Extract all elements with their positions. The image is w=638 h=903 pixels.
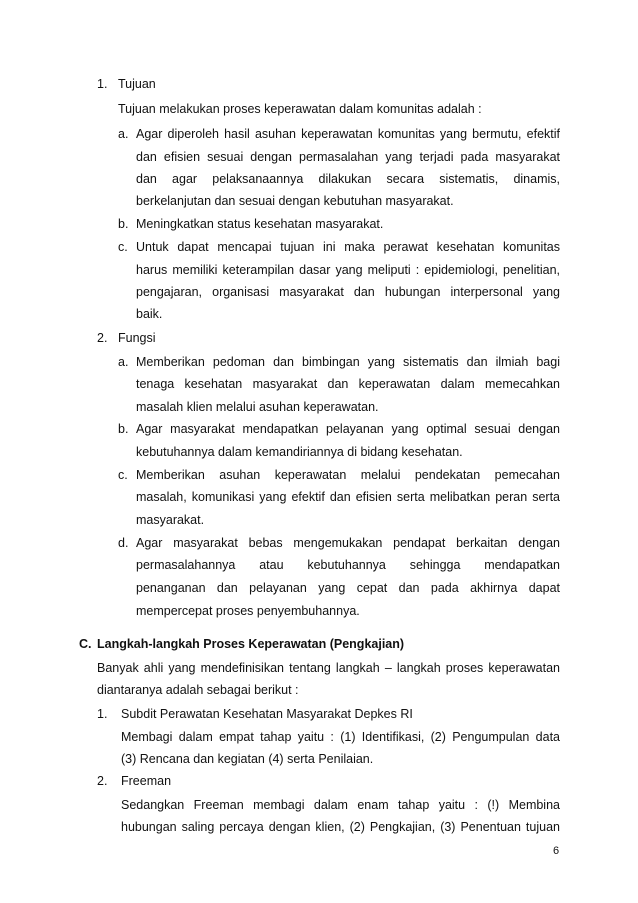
list-item-text: permasalahannya atau kebutuhannya sehingga mendapatkan — [136, 558, 560, 572]
page-number: 6 — [553, 845, 560, 857]
section-intro: Tujuan melakukan proses keperawatan dalam komunitas adalah : — [118, 102, 482, 116]
paragraph-text: Banyak ahli yang mendefinisikan tentang langkah – langkah proses keperawatan — [97, 661, 560, 675]
list-item-title: Subdit Perawatan Kesehatan Masyarakat Depkes RI — [121, 707, 413, 721]
list-item-label: a. — [118, 355, 129, 369]
paragraph-text: diantaranya adalah sebagai berikut : — [97, 683, 299, 697]
list-item-text: Untuk dapat mencapai tujuan ini maka perawat kesehatan komunitas — [136, 240, 560, 254]
section-number: 2. — [97, 331, 108, 345]
list-item-text: pengajaran, organisasi masyarakat dan hubungan interpersonal yang — [136, 285, 560, 299]
list-item-text: Agar masyarakat bebas mengemukakan pendapat berkaitan dengan — [136, 536, 560, 550]
list-item-text: berkelanjutan dan sesuai dengan kebutuhan masyarakat. — [136, 194, 454, 208]
list-item-text: Memberikan pedoman dan bimbingan yang sistematis dan ilmiah bagi — [136, 355, 560, 369]
list-item-text: harus memiliki keterampilan dasar yang meliputi : epidemiologi, penelitian, — [136, 263, 560, 277]
list-item-title: Freeman — [121, 774, 172, 788]
section-heading: Langkah-langkah Proses Keperawatan (Pengkajian) — [97, 637, 405, 651]
list-item-text: Meningkatkan status kesehatan masyarakat. — [136, 217, 384, 231]
list-item-text: tenaga kesehatan masyarakat dan keperawatan dalam memecahkan — [136, 377, 560, 391]
list-item-text: Memberikan asuhan keperawatan melalui pendekatan pemecahan — [136, 468, 560, 482]
list-item-text: masalah klien melalui asuhan keperawatan. — [136, 400, 379, 414]
list-item-text: dan efisien sesuai dengan permasalahan yang terjadi pada masyarakat — [136, 150, 560, 164]
heading-label: C. — [79, 637, 92, 651]
list-item-text: Membagi dalam empat tahap yaitu : (1) Identifikasi, (2) Pengumpulan data — [121, 730, 560, 744]
list-item-text: Agar masyarakat mendapatkan pelayanan yang optimal sesuai dengan — [136, 422, 560, 436]
list-item-text: Sedangkan Freeman membagi dalam enam tahap yaitu : (!) Membina — [121, 798, 560, 812]
list-item-text: Agar diperoleh hasil asuhan keperawatan komunitas yang bermutu, efektif — [136, 127, 560, 141]
list-item-label: a. — [118, 127, 129, 141]
list-item-label: b. — [118, 217, 129, 231]
list-item-label: c. — [118, 240, 128, 254]
section-title: Fungsi — [118, 331, 156, 345]
list-item-text: (3) Rencana dan kegiatan (4) serta Penilaian. — [121, 752, 374, 766]
list-item-text: mempercepat proses penyembuhannya. — [136, 604, 360, 618]
list-item-text: baik. — [136, 307, 163, 321]
section-number: 1. — [97, 77, 108, 91]
list-item-text: kebutuhannya dalam kemandiriannya di bidang kesehatan. — [136, 445, 463, 459]
list-item-text: dan agar pelaksanaannya dilakukan secara sistematis, dinamis, — [136, 172, 560, 186]
list-number: 2. — [97, 774, 108, 788]
list-item-text: masalah, komunikasi yang efektif dan efisien serta melibatkan peran serta — [136, 490, 560, 504]
list-item-label: c. — [118, 468, 128, 482]
list-item-label: b. — [118, 422, 129, 436]
list-item-text: masyarakat. — [136, 513, 205, 527]
section-title: Tujuan — [118, 77, 156, 91]
list-item-text: penanganan dan pelayanan yang cepat dan pada akhirnya dapat — [136, 581, 560, 595]
list-number: 1. — [97, 707, 108, 721]
list-item-label: d. — [118, 536, 129, 550]
list-item-text: hubungan saling percaya dengan klien, (2) Pengkajian, (3) Penentuan tujuan — [121, 820, 560, 834]
